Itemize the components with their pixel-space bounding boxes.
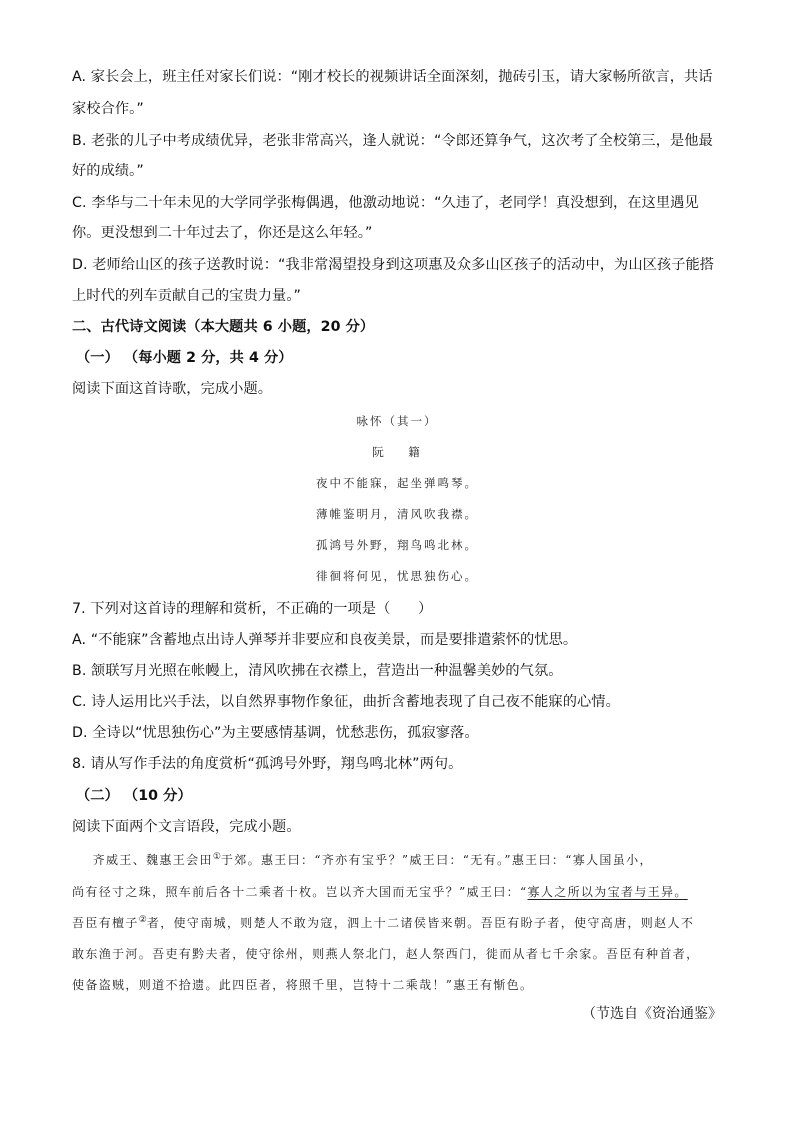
q6-option-b-line2: 好的成绩。” [72,163,144,179]
q7-option-d: D. 全诗以“忧思独伤心”为主要感情基调，忧愁悲伤，孤寂寥落。 [72,725,479,741]
q6-option-a-line1: A. 家长会上，班主任对家长们说：“刚才校长的视频讲话全面深刻，抛砖引玉，请大家畅所欲言，共话 [72,69,713,85]
q6-option-c-line2: 你。更没想到二十年过去了，你还是这么年轻。” [72,225,373,241]
classical-text-line: 齐威王、魏惠王会田①于郊。惠王曰：“齐亦有宝乎？”威王曰：“无有。”惠王曰：“寡人国虽小， [72,852,653,867]
poem-author: 阮 籍 [372,445,422,459]
classical-text-line: 使备盗贼，则道不拾遗。此四臣者，将照千里，岂特十二乘哉！”惠王有惭色。 [72,978,534,992]
poem-line: 薄帷鉴明月，清风吹我襟。 [316,507,478,521]
poem-title: 咏怀（其一） [356,414,438,428]
part1-heading: （一） （每小题 2 分，共 4 分） [76,350,293,366]
poem-line: 夜中不能寐，起坐弹鸣琴。 [316,476,478,490]
poem-line: 徘徊将何见，忧思独伤心。 [316,569,478,583]
part1-intro: 阅读下面这首诗歌，完成小题。 [72,381,273,397]
source-citation: （节选自《资治通鉴》 [582,1006,722,1022]
q7-option-b: B. 颔联写月光照在帐幔上，清风吹拂在衣襟上，营造出一种温馨美妙的气氛。 [72,663,563,679]
q6-option-b-line1: B. 老张的儿子中考成绩优异，老张非常高兴，逢人就说：“令郎还算争气，这次考了全校第三，是他最 [72,133,713,149]
q8-stem: 8. 请从写作手法的角度赏析“孤鸿号外野，翔鸟鸣北林”两句。 [72,756,463,772]
footnote-marker: ② [138,915,147,925]
section2-heading: 二、古代诗文阅读（本大题共 6 小题，20 分） [72,319,375,335]
classical-text-line: 吾臣有檀子②者，使守南城，则楚人不敢为寇，泗上十二诸侯皆来朝。吾臣有盼子者，使守高唐，则赵人不 [72,915,695,930]
underlined-sentence: 寡人之所以为宝者与王异。 [527,885,688,899]
part2-intro: 阅读下面两个文言语段，完成小题。 [72,819,301,835]
q6-option-d-line1: D. 老师给山区的孩子送教时说：“我非常渴望投身到这项惠及众多山区孩子的活动中，为山区孩子能搭 [72,257,715,273]
q7-option-a: A. “不能寐”含蓄地点出诗人弹琴并非要应和良夜美景，而是要排遣萦怀的忧思。 [72,632,578,648]
classical-text-line: 尚有径寸之珠，照车前后各十二乘者十枚。岂以齐大国而无宝乎？”威王曰：“寡人之所以为宝者与王异。 [72,885,688,899]
q7-option-c: C. 诗人运用比兴手法，以自然界事物作象征，曲折含蓄地表现了自己夜不能寐的心情。 [72,694,620,710]
q7-stem: 7. 下列对这首诗的理解和赏析，不正确的一项是（ ） [72,601,433,617]
q6-option-d-line2: 上时代的列车贡献自己的宝贵力量。” [72,288,301,304]
part2-heading: （二） （10 分） [76,788,192,804]
q6-option-a-line2: 家校合作。” [72,101,144,117]
footnote-marker: ① [212,852,221,862]
q6-option-c-line1: C. 李华与二十年未见的大学同学张梅偶遇，他激动地说：“久违了，老同学！真没想到，在这里遇见 [72,195,699,211]
classical-text-line: 敢东渔于河。吾吏有黔夫者，使守徐州，则燕人祭北门，赵人祭西门，徙而从者七千余家。吾臣有种首者， [72,947,700,961]
poem-line: 孤鸿号外野，翔鸟鸣北林。 [316,538,478,552]
